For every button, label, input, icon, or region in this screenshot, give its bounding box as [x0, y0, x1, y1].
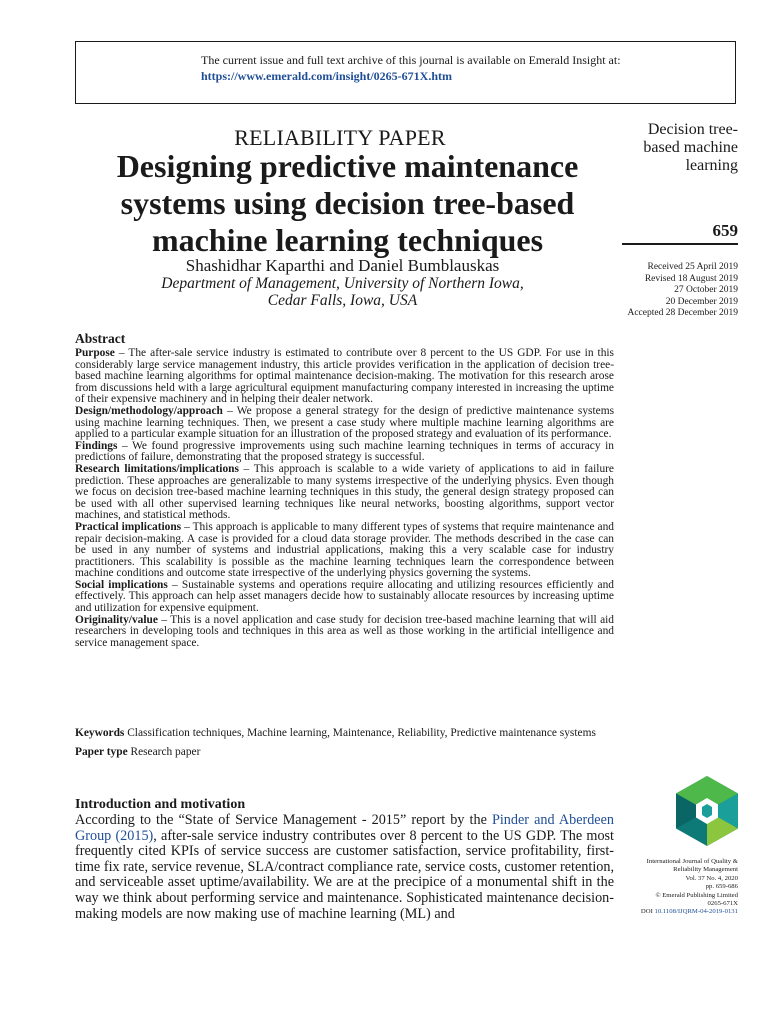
paper-type-label: Paper type	[75, 745, 128, 758]
received-date: Received 25 April 2019	[647, 262, 738, 272]
abstract-purpose	[75, 348, 614, 406]
section-text: – This approach is scalable to a wide variety of applications to aid in failure prediction. These approaches are generalizable to many systems irrespective of the underlying physics. Even though we focus on decision tree-based machine learning techniques in this study, the general design strategy proposed can be used with all other supervised learning techniques like neural networks, boosting algorithms, support vector machines, and statistical methods.	[75, 462, 614, 522]
intro-text: According to the “State of Service Management - 2015” report by the	[75, 812, 492, 828]
abstract-originality	[75, 615, 614, 650]
running-head	[578, 121, 738, 175]
affiliation-line: Cedar Falls, Iowa, USA	[267, 292, 418, 309]
doi-label: DOI	[640, 908, 655, 916]
section-text: – The after-sale service industry is estimated to contribute over 8 percent to the US GDP. For use in this considerably large service management industry, this article provides verification in the application of decision tree-based machine learning algorithms for optimal maintenance decision-making. The motivation for this research arose from discussions held with a large agricultural equipment manufacturing company interested in increasing the uptime of their expensive machinery and in helping their dealer network.	[75, 347, 614, 406]
page-number-rule	[622, 243, 738, 245]
journal-name: Reliability Management	[673, 866, 738, 874]
notice-text: The current issue and full text archive of this journal is available on Emerald Insight at:	[201, 53, 621, 67]
revised-date: 27 October 2019	[674, 285, 738, 296]
abstract-design	[75, 406, 614, 441]
keywords-label: Keywords	[75, 727, 125, 739]
title-line: machine learning techniques	[151, 222, 544, 258]
journal-issn: 0265-671X	[707, 900, 738, 908]
abstract-body	[75, 348, 614, 649]
keywords-text: Classification techniques, Machine learning, Maintenance, Reliability, Predictive maintenance systems	[124, 727, 596, 739]
section-label: Purpose	[75, 347, 115, 359]
paper-title	[75, 148, 620, 259]
affiliation	[75, 275, 610, 309]
intro-body	[75, 813, 614, 922]
journal-publisher: © Emerald Publishing Limited	[655, 891, 738, 899]
revised-date: Revised 18 August 2019	[644, 273, 738, 284]
journal-volume: Vol. 37 No. 4, 2020	[685, 874, 738, 882]
submission-dates	[558, 262, 738, 320]
journal-url-link[interactable]: https://www.emerald.com/insight/0265-671X.htm	[201, 69, 452, 83]
section-text: – This is a novel application and case study for decision tree-based machine learning that will aid researchers in developing tools and techniques in this area as well as those working in the artificial intelligence and service management space.	[75, 613, 614, 649]
doi-link[interactable]: 10.1108/IJQRM-04-2019-0131	[654, 908, 738, 916]
journal-pages: pp. 659-686	[705, 883, 738, 891]
intro-paragraph	[75, 813, 614, 922]
section-label: Findings	[75, 439, 118, 452]
abstract-heading: Abstract	[75, 331, 126, 346]
abstract-social	[75, 580, 614, 615]
intro-heading: Introduction and motivation	[75, 797, 246, 812]
accepted-date: Accepted 28 December 2019	[627, 308, 738, 319]
title-line: Designing predictive maintenance	[116, 148, 579, 184]
section-text: – Sustainable systems and operations require allocating and utilizing resources efficiently and effectively. This approach can help asset managers decide how to sustainably allocate resources by increasing uptime and utilization for expensive equipment.	[75, 578, 615, 615]
affiliation-line: Department of Management, University of Northern Iowa,	[161, 275, 524, 292]
title-line: systems using decision tree-based	[120, 185, 575, 221]
paper-category-label: RELIABILITY PAPER	[234, 125, 446, 150]
journal-name: International Journal of Quality &	[646, 858, 738, 865]
section-label: Practical implications	[75, 520, 182, 533]
journal-info	[588, 858, 738, 917]
doi-line	[588, 908, 738, 916]
intro-text: , after-sale service industry contributes over 8 percent to the US GDP. The most frequently cited KPIs of service success are customer satisfaction, service profitability, first-time fix rate, service revenue, SLA/contract compliance rate, service costs, customer retention, and serviceable asset uptime/availability. We are at the precipice of a monumental shift in the way we think about performing service and maintenance. Sophisticated maintenance decision-making models are now making use of machine learning (ML) and	[75, 827, 614, 922]
journal-availability-notice	[75, 41, 736, 104]
section-label: Social implications	[75, 578, 168, 591]
paper-type-text: Research paper	[127, 745, 201, 758]
paper-type	[75, 746, 614, 760]
keywords	[75, 727, 614, 741]
running-head-line: based machine	[643, 139, 738, 156]
keywords-block	[75, 727, 614, 764]
section-text: – We propose a general strategy for the design of predictive maintenance systems using machine learning techniques. Then, we present a case study where multiple machine learning algorithms are applied to a particular example situation for an illustration of the proposed strategy and evaluation of its performance.	[75, 404, 614, 441]
abstract-practical	[75, 522, 614, 580]
abstract-limitations	[75, 464, 614, 522]
authors: Shashidhar Kaparthi and Daniel Bumblauskas	[185, 256, 500, 275]
section-text: – This approach is applicable to many different types of systems that require maintenance and repair decision-making. A case is provided for a cloud data storage provider. The methods described in the case can be used in any number of systems and industrial applications, making this a very scalable case for industry practitioners. This scalability is possible as the machine learning techniques learn the correspondence between machine conditions and outcome state irrespective of the underlying physics governing the systems.	[75, 520, 614, 580]
citation-link[interactable]: Pinder and Aberdeen Group (2015)	[75, 812, 614, 844]
running-head-line: learning	[685, 157, 738, 174]
section-label: Design/methodology/approach	[75, 404, 223, 417]
page-number: 659	[712, 221, 738, 240]
section-label: Originality/value	[75, 613, 158, 626]
section-text: – We found progressive improvements using such machine learning techniques in terms of accuracy in predictions of failure, demonstrating that the proposed strategy is successful.	[75, 439, 614, 464]
running-head-line: Decision tree-	[647, 121, 738, 138]
journal-logo-icon	[676, 776, 738, 846]
revised-date: 20 December 2019	[665, 296, 738, 307]
section-label: Research limitations/implications	[75, 462, 239, 475]
abstract-findings	[75, 441, 614, 464]
